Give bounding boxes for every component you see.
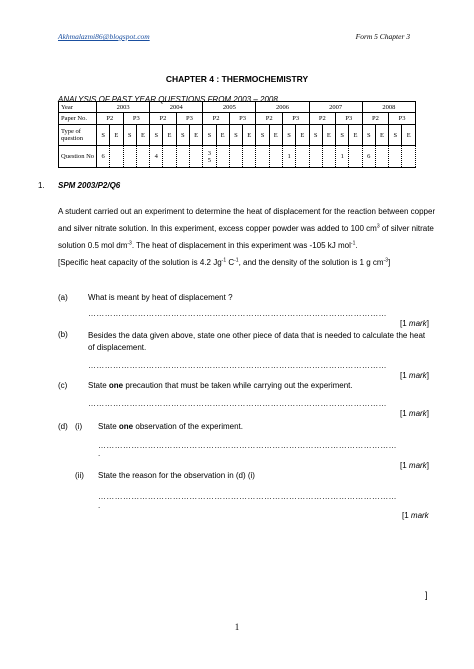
paper-cell: P3 [336, 113, 363, 124]
type-cell: E [269, 124, 282, 146]
stem-data: , and the density of the solution is 1 g cm [238, 258, 384, 267]
paper-cell: P2 [309, 113, 336, 124]
year-cell: 2003 [97, 102, 150, 113]
paper-cell: P2 [97, 113, 124, 124]
question-cell [389, 146, 402, 168]
part-d-label: (d) [58, 422, 68, 431]
stem-text: . The heat of displacement in this experiment was -105 kJ mol [131, 241, 351, 250]
sup-neg3: -3 [383, 257, 388, 264]
question-cell [309, 146, 322, 168]
question-cell [216, 146, 229, 168]
type-cell: S [362, 124, 375, 146]
year-cell: 2007 [309, 102, 362, 113]
part-dii-text: State the reason for the observation in (d) (i) [98, 471, 255, 480]
answer-line-di[interactable]: ……………………………………………………………………………………………… [98, 441, 397, 450]
year-cell: 2006 [256, 102, 309, 113]
type-cell: E [375, 124, 388, 146]
part-di-label: (i) [75, 422, 83, 431]
answer-line-a[interactable]: ……………………………………………………………………………………………… [88, 309, 387, 318]
type-cell: E [163, 124, 176, 146]
sup-neg1: -1 [221, 257, 227, 264]
paper-cell: P2 [362, 113, 389, 124]
question-cell [163, 146, 176, 168]
type-cell: S [123, 124, 136, 146]
question-cell [136, 146, 149, 168]
question-cell [375, 146, 388, 168]
closing-bracket: ] [425, 590, 428, 600]
type-cell: E [296, 124, 309, 146]
paper-cell: P3 [282, 113, 309, 124]
paper-cell: P2 [256, 113, 283, 124]
question-label: Question No [59, 146, 97, 168]
mark-di: [1 mark] [400, 461, 429, 470]
stem-data: C [226, 258, 235, 267]
answer-line-c[interactable]: ……………………………………………………………………………………………… [88, 399, 387, 408]
part-b-label: (b) [58, 330, 68, 339]
part-c-text: State one precaution that must be taken while carrying out the experiment. [88, 381, 353, 390]
type-cell: S [229, 124, 242, 146]
page-title: CHAPTER 4 : THERMOCHEMISTRY [165, 74, 309, 84]
question-cell [189, 146, 202, 168]
mark-c: [1 mark] [400, 409, 429, 418]
question-cell [243, 146, 256, 168]
question-cell [322, 146, 335, 168]
type-cell: E [189, 124, 202, 146]
type-cell: E [402, 124, 416, 146]
question-cell [123, 146, 136, 168]
part-a-text: What is meant by heat of displacement ? [88, 293, 233, 302]
table-row-question [59, 146, 416, 168]
question-cell [229, 146, 242, 168]
stem-data: [Specific heat capacity of the solution is 4.2 Jg [58, 258, 222, 267]
paper-cell: P3 [389, 113, 416, 124]
stem-text: . [355, 241, 358, 250]
sup-neg1: -1 [350, 240, 356, 247]
question-cell [256, 146, 269, 168]
sup-neg1: -1 [234, 257, 239, 264]
table-row-type [59, 124, 416, 146]
answer-line-b[interactable]: ……………………………………………………………………………………………… [88, 361, 387, 370]
question-cell: 4 [150, 146, 163, 168]
page-number: 1 [234, 622, 240, 632]
year-label: Year [59, 102, 97, 113]
question-cell: 3 5 [203, 146, 216, 168]
paper-label: Paper No. [59, 113, 97, 124]
type-cell: S [203, 124, 216, 146]
type-cell: E [136, 124, 149, 146]
type-cell: E [243, 124, 256, 146]
type-cell: S [336, 124, 349, 146]
part-dii-label: (ii) [75, 471, 84, 480]
stem-text: A student carried out an experiment to determine the heat of displacement for the reaction between copper and silver nitrate solution. In this experiment, excess copper powder was added to 100 cm [58, 207, 436, 233]
part-b-text: Besides the data given above, state one other piece of data that is needed to calculate the heat of displacement. [88, 331, 426, 352]
paper-cell: P3 [176, 113, 203, 124]
year-cell: 2005 [203, 102, 256, 113]
type-cell: S [309, 124, 322, 146]
type-cell: S [389, 124, 402, 146]
year-cell: 2004 [150, 102, 203, 113]
question-cell [110, 146, 123, 168]
type-cell: S [256, 124, 269, 146]
dot-end: . [98, 501, 101, 510]
header-blog-link[interactable]: Akhmalazmi86@blogspot.com [58, 32, 150, 41]
mark-a: [1 mark] [400, 319, 429, 328]
type-cell: S [97, 124, 110, 146]
paper-cell: P3 [229, 113, 256, 124]
type-cell: E [322, 124, 335, 146]
question-cell: 6 [97, 146, 110, 168]
dot-end: . [98, 449, 101, 458]
type-cell: S [176, 124, 189, 146]
mark-b: [1 mark] [400, 371, 429, 380]
table-row-paper [59, 113, 416, 124]
type-label: Type of question [59, 124, 97, 146]
paper-cell: P2 [203, 113, 230, 124]
answer-line-dii[interactable]: ……………………………………………………………………………………………… [98, 492, 397, 501]
question-number: 1. [38, 181, 45, 190]
question-cell: 6 [362, 146, 375, 168]
year-cell: 2008 [362, 102, 415, 113]
analysis-title: ANALYSIS OF PAST YEAR QUESTIONS FROM 2003 – 2008 [58, 95, 278, 104]
part-a-label: (a) [58, 293, 68, 302]
question-heading: SPM 2003/P2/Q6 [58, 181, 121, 190]
question-cell [296, 146, 309, 168]
sup-cube: 3 [376, 223, 380, 230]
table-row-year [59, 102, 416, 113]
question-stem [58, 203, 438, 271]
stem-text: of silver nitrate solution 0.5 mol dm [58, 224, 434, 250]
part-c-label: (c) [58, 381, 68, 390]
part-di-text: State one observation of the experiment. [98, 422, 243, 431]
question-cell [349, 146, 362, 168]
header-chapter: Form 5 Chapter 3 [355, 32, 410, 41]
sup-neg3: -3 [127, 240, 132, 247]
type-cell: S [282, 124, 295, 146]
mark-dii: [1 mark [402, 511, 429, 520]
paper-cell: P2 [150, 113, 177, 124]
question-cell [269, 146, 282, 168]
question-cell: 1 [282, 146, 295, 168]
paper-cell: P3 [123, 113, 150, 124]
question-cell [402, 146, 416, 168]
question-cell [176, 146, 189, 168]
stem-data: ] [388, 258, 391, 267]
type-cell: E [216, 124, 229, 146]
analysis-table [58, 101, 416, 168]
type-cell: E [110, 124, 123, 146]
question-cell: 1 [336, 146, 349, 168]
type-cell: S [150, 124, 163, 146]
type-cell: E [349, 124, 362, 146]
